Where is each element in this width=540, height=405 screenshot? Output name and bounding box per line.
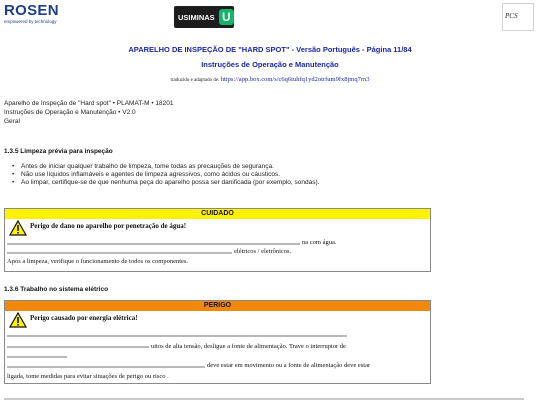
caution-warning-text: Perigo de dano no aparelho por penetração de água!	[30, 222, 187, 230]
translated-prefix: traduzido e adaptado de:	[170, 78, 220, 83]
meta-line: Instruções de Operação e Manutenção • V2.0	[4, 109, 136, 116]
section-heading-cleaning: 1.3.5 Limpeza prévia para inspeção	[4, 148, 113, 155]
redacted-line	[7, 335, 347, 337]
list-item: • Antes de iniciar qualquer trabalho de limpeza, tome todas as precauções de segurança.	[12, 163, 319, 171]
redacted-line	[7, 243, 300, 245]
source-link[interactable]: https://app.box.com/s/c6q6tuhfq1yd2otrfum9fx8jmq7rn3	[220, 76, 370, 83]
rosen-logo-text: ROSEN	[4, 2, 59, 19]
warning-triangle-icon	[9, 312, 27, 328]
rosen-tagline: empowered by technology	[4, 19, 57, 24]
usiminas-logo	[174, 6, 234, 28]
list-item: • Ao limpar, certifique-se de que nenhuma peça do aparelho possa ser danificada (por exemplo, sondas).	[12, 179, 319, 187]
pcs-logo	[502, 3, 534, 31]
meta-line: Geral	[4, 118, 20, 125]
redacted-line	[7, 366, 205, 368]
rosen-logo	[4, 3, 59, 25]
meta-line: Aparelho de Inspeção de "Hard spot" • PLAMAT-M • 18201	[4, 100, 174, 107]
pcs-logo-text: PCS	[505, 12, 518, 20]
list-item: • Não use líquidos inflamáveis e agentes de limpeza agressivos, como ácidos ou cáusticos.	[12, 171, 319, 179]
danger-header: PERIGO	[5, 301, 430, 311]
danger-box	[4, 300, 431, 384]
redacted-line	[7, 346, 149, 348]
danger-line-3: ligada, tome medidas para evitar situações de perigo ou risco .	[7, 373, 169, 380]
caution-box	[4, 208, 431, 272]
danger-line-1: uitos de alta tensão, desligue a fonte de alimentação. Trave o interruptor de	[151, 343, 346, 350]
caution-warning-row	[5, 219, 430, 237]
danger-line-2: deve estar em movimento ou a fonte de alimentação deve estar	[207, 362, 371, 369]
usiminas-u-mark: U	[219, 9, 234, 25]
redacted-footer-line	[4, 398, 524, 400]
caution-body	[5, 237, 430, 269]
section-heading-electrical: 1.3.6 Trabalho no sistema elétrico	[4, 286, 109, 293]
document-subtitle: Instruções de Operação e Manutenção	[201, 60, 339, 69]
redacted-line	[7, 356, 67, 358]
cleaning-bullet-list	[12, 163, 319, 187]
document-meta	[4, 99, 173, 126]
caution-line-3: Após a limpeza, verifique o funcionamento de todos os componentes.	[7, 258, 189, 265]
danger-warning-text: Perigo causado por energia elétrica!	[30, 314, 138, 322]
usiminas-logo-text: USIMINAS	[178, 12, 215, 22]
document-title: APARELHO DE INSPEÇÃO DE "HARD SPOT" - Versão Português - Página 11/84	[128, 45, 412, 54]
danger-warning-row	[5, 311, 430, 329]
caution-line-1: na com água.	[302, 239, 337, 246]
page-header	[0, 0, 540, 34]
danger-body	[5, 329, 430, 381]
warning-triangle-icon	[9, 220, 27, 236]
redacted-line	[7, 252, 232, 254]
caution-header: CUIDADO	[5, 209, 430, 219]
translated-note	[0, 76, 540, 83]
caution-line-2: elétricos / eletrônicos.	[234, 248, 292, 255]
